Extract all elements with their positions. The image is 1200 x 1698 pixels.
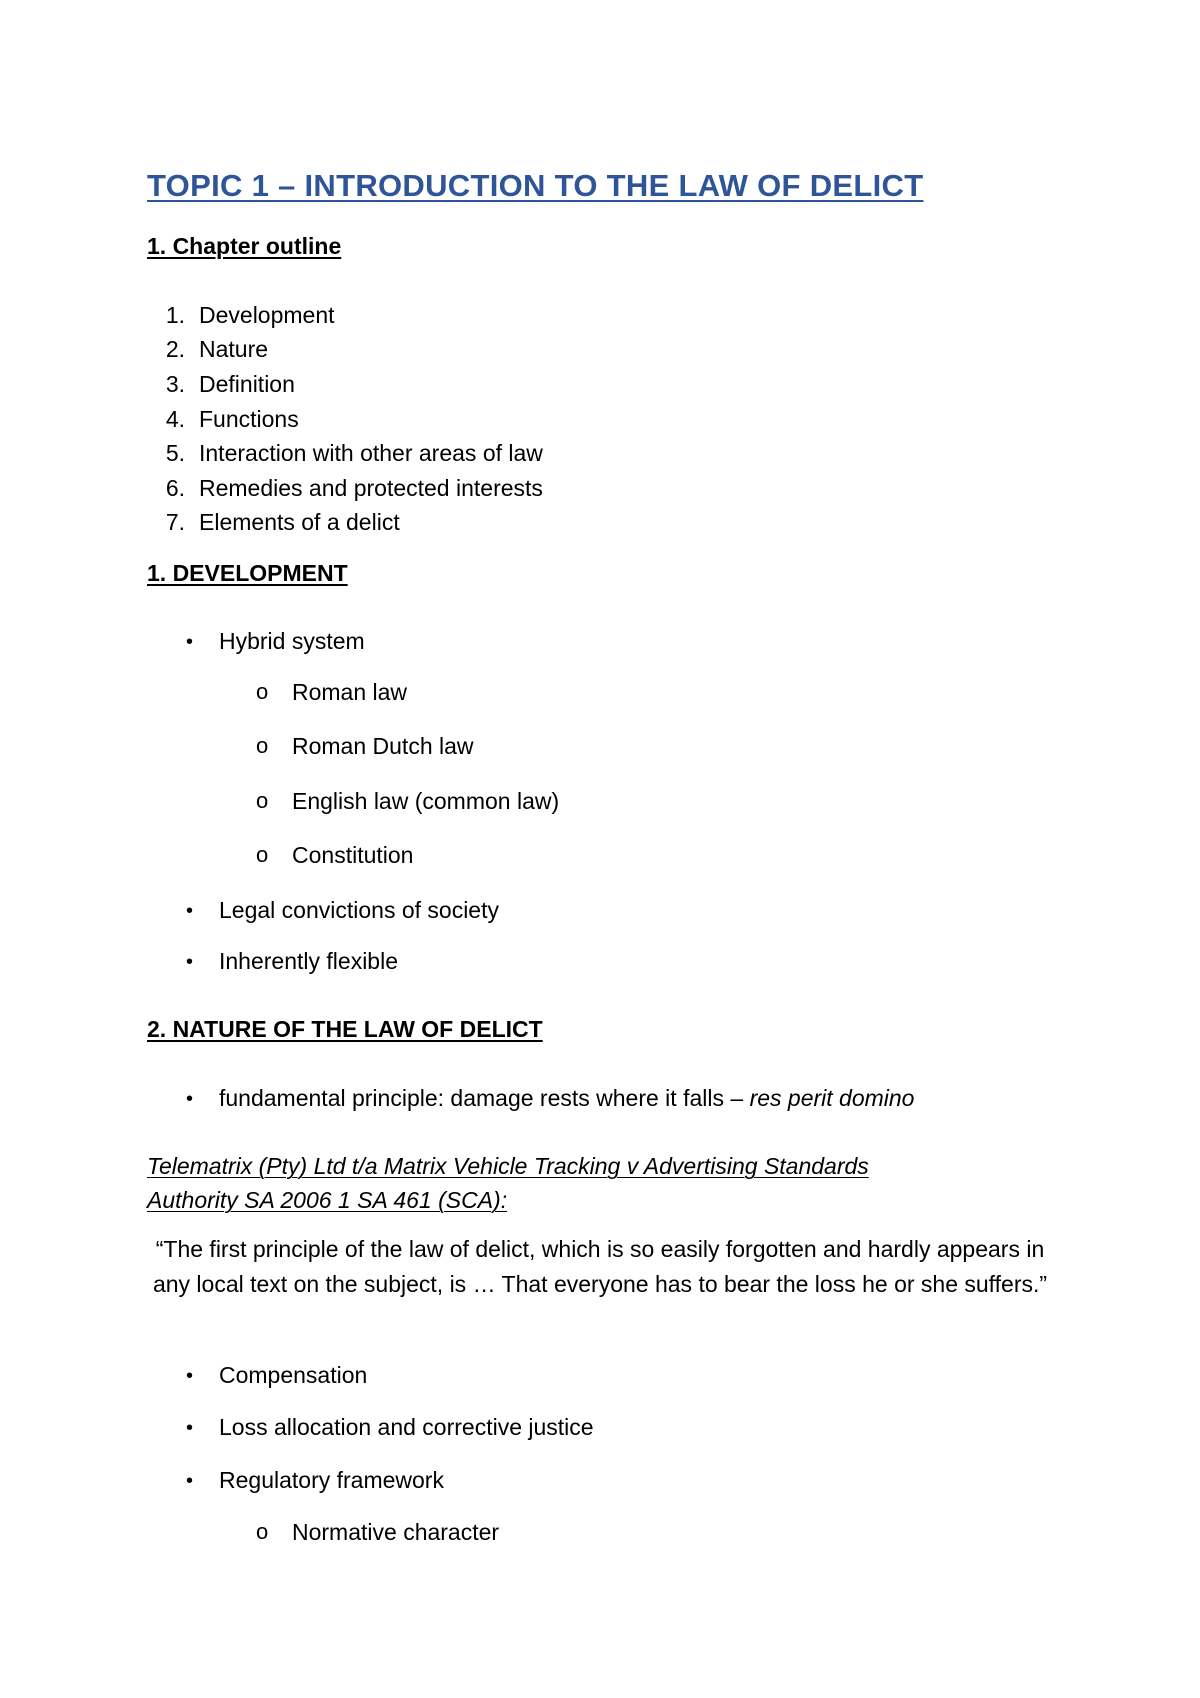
- sub-bullet-roman-law: Roman law: [292, 679, 408, 705]
- case-citation-line-2: Authority SA 2006 1 SA 461 (SCA):: [147, 1187, 508, 1213]
- item-text: Functions: [199, 406, 299, 432]
- sub-bullet-constitution: Constitution: [292, 842, 414, 868]
- bullet-icon: •: [186, 951, 194, 973]
- bullet-compensation: Compensation: [219, 1362, 368, 1388]
- sub-bullet-icon: o: [256, 842, 269, 867]
- bullet-icon: •: [186, 1417, 194, 1439]
- item-text: Nature: [199, 336, 269, 362]
- case-citation-line-1: Telematrix (Pty) Ltd t/a Matrix Vehicle Tracking v Advertising Standards: [147, 1153, 869, 1179]
- item-number: 6.: [165, 475, 185, 501]
- principle-text: fundamental principle: damage rests where it falls –: [219, 1085, 750, 1111]
- nature-heading: 2. NATURE OF THE LAW OF DELICT: [147, 1016, 543, 1042]
- sub-bullet-icon: o: [256, 1519, 269, 1544]
- list-item: [147, 507, 400, 537]
- list-item: [147, 300, 335, 330]
- sub-bullet-normative-character: Normative character: [292, 1519, 500, 1545]
- chapter-outline-heading: 1. Chapter outline: [147, 233, 342, 259]
- bullet-hybrid-system: Hybrid system: [219, 628, 365, 654]
- item-text: Interaction with other areas of law: [199, 440, 543, 466]
- sub-bullet-icon: o: [256, 733, 269, 758]
- principle-latin: res perit domino: [749, 1085, 915, 1111]
- bullet-regulatory-framework: Regulatory framework: [219, 1467, 444, 1493]
- bullet-fundamental-principle: [219, 1083, 914, 1113]
- list-item: [147, 334, 268, 364]
- sub-bullet-english-law: English law (common law): [292, 788, 560, 814]
- item-text: Remedies and protected interests: [199, 475, 543, 501]
- bullet-icon: •: [186, 1088, 194, 1110]
- bullet-legal-convictions: Legal convictions of society: [219, 897, 499, 923]
- development-heading: 1. DEVELOPMENT: [147, 560, 348, 586]
- item-text: Development: [199, 302, 335, 328]
- item-number: 1.: [165, 302, 185, 328]
- item-number: 2.: [165, 336, 185, 362]
- item-text: Definition: [199, 371, 295, 397]
- sub-bullet-icon: o: [256, 679, 269, 704]
- item-text: Elements of a delict: [199, 509, 400, 535]
- item-number: 4.: [165, 406, 185, 432]
- item-number: 7.: [165, 509, 185, 535]
- bullet-icon: •: [186, 1470, 194, 1492]
- sub-bullet-roman-dutch-law: Roman Dutch law: [292, 733, 474, 759]
- list-item: [147, 438, 543, 468]
- list-item: [147, 404, 299, 434]
- list-item: [147, 473, 543, 503]
- bullet-icon: •: [186, 1365, 194, 1387]
- bullet-inherently-flexible: Inherently flexible: [219, 948, 398, 974]
- list-item: [147, 369, 295, 399]
- item-number: 5.: [165, 440, 185, 466]
- bullet-icon: •: [186, 900, 194, 922]
- case-quote: “The first principle of the law of delict, which is so easily forgotten and hardly appears in any local text on the subject, is … That everyone has to bear the loss he or she suffers.”: [152, 1236, 1048, 1297]
- page-title: TOPIC 1 – INTRODUCTION TO THE LAW OF DELICT: [147, 168, 924, 203]
- bullet-icon: •: [186, 631, 194, 653]
- sub-bullet-icon: o: [256, 788, 269, 813]
- item-number: 3.: [165, 371, 185, 397]
- bullet-loss-allocation: Loss allocation and corrective justice: [219, 1414, 594, 1440]
